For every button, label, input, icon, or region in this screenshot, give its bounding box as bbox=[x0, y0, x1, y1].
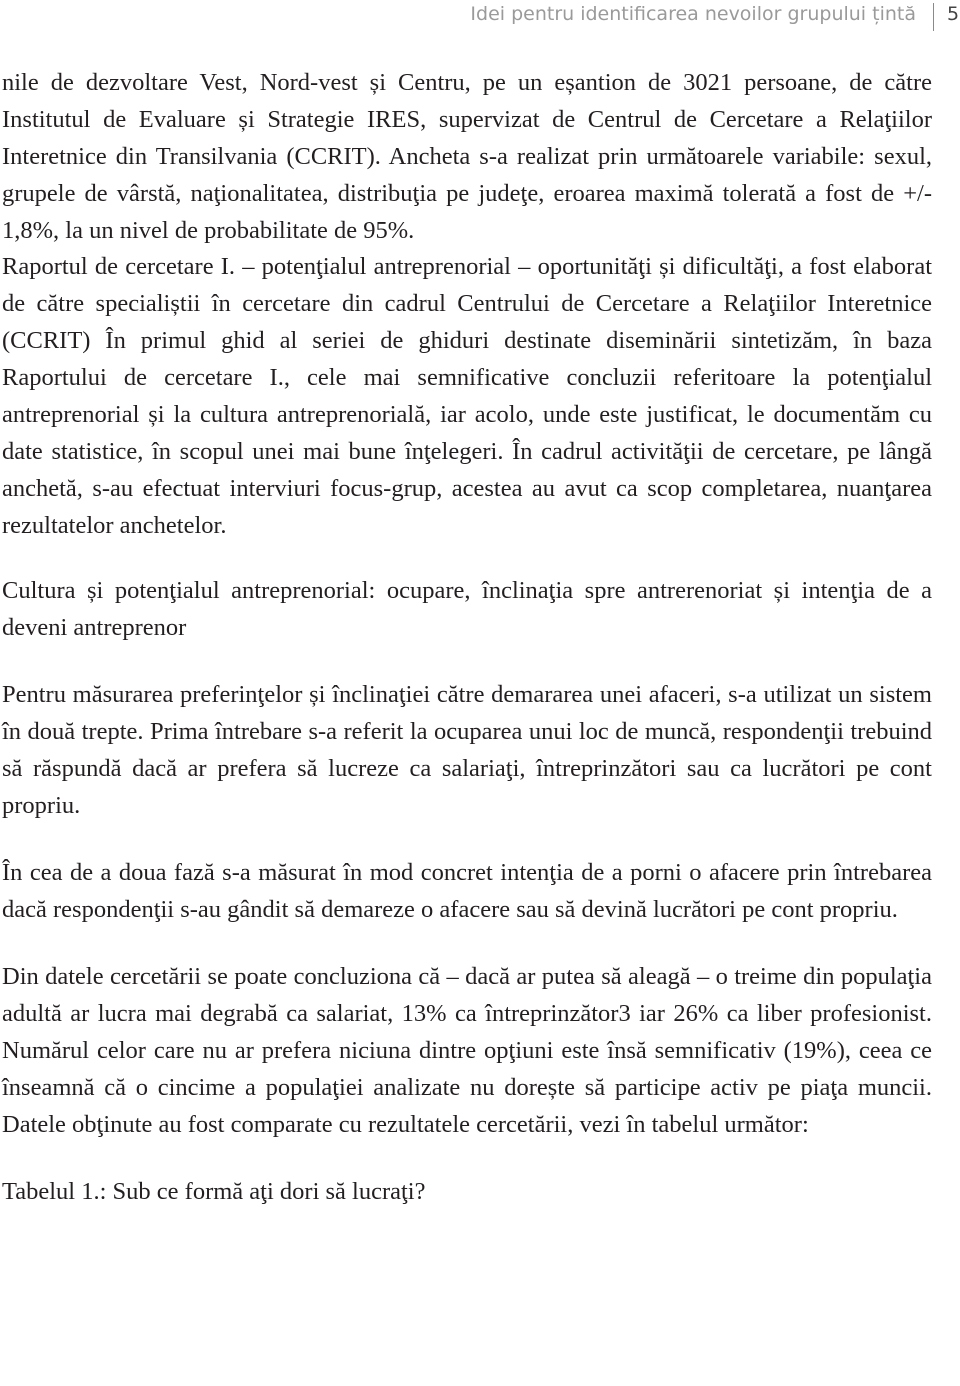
table-caption: Tabelul 1.: Sub ce formă aţi dori să lucraţi? bbox=[2, 1178, 426, 1205]
paragraph-measurement-system: Pentru măsurarea preferinţelor și înclinaţiei către demararea unei afaceri, s-a utilizat un sistem în două trepte. Prima întrebare s-a referit la ocuparea unui loc de muncă, respondenţii trebuind să răspundă dacă ar prefera să lucreze ca salariaţi, întreprinzători sau ca lucrători pe cont propriu. bbox=[2, 681, 932, 819]
running-header bbox=[0, 3, 960, 29]
section-heading-entrepreneurial-culture: Cultura și potenţialul antreprenorial: ocupare, înclinaţia spre antrerenoriat și intenţia de a deveni antreprenor bbox=[2, 577, 932, 641]
body-text bbox=[2, 64, 932, 1210]
header-divider bbox=[933, 3, 934, 31]
running-header-title: Idei pentru identificarea nevoilor grupului țintă bbox=[470, 3, 916, 25]
page-number: 5 bbox=[947, 3, 960, 25]
paragraph-second-phase: În cea de a doua fază s-a măsurat în mod concret intenţia de a porni o afacere prin întrebarea dacă respondenţii s-au gândit să demareze o afacere sau să devină lucrători pe cont propriu. bbox=[2, 859, 932, 923]
paragraph-conclusions: Din datele cercetării se poate concluziona că – dacă ar putea să aleagă – o treime din populaţia adultă ar lucra mai degrabă ca salariat, 13% ca întreprinzător3 iar 26% ca liber profesionist. Numărul celor care nu ar prefera niciuna dintre opţiuni este însă semnificativ (19%), ceea ce înseamnă că o cincime a populaţiei analizate nu dorește să participe activ pe piaţa muncii. Datele obţinute au fost comparate cu rezultatele cercetării, vezi în tabelul următor: bbox=[2, 963, 932, 1138]
paragraph-survey-method: nile de dezvoltare Vest, Nord-vest și Centru, pe un eșantion de 3021 persoane, de către Institutul de Evaluare și Strategie IRES, supervizat de Centrul de Cercetare a Relaţiilor Interetnice din Transilvania (CCRIT). Ancheta s-a realizat prin următoarele variabile: sexul, grupele de vârstă, naţionalitatea, distribuţia pe judeţe, eroarea maximă tolerată a fost de +/- 1,8%, la un nivel de probabilitate de 95%. bbox=[2, 69, 932, 244]
paragraph-research-report: Raportul de cercetare I. – potenţialul antreprenorial – oportunităţi și dificultăţi, a fost elaborat de către specialiștii în cercetare din cadrul Centrului de Cercetare a Relaţiilor Interetnice (CCRIT) În primul ghid al seriei de ghiduri destinate diseminării sintetizăm, în baza Raportului de cercetare I., cele mai semnificative concluzii referitoare la potenţialul antreprenorial și la cultura antreprenorială, iar acolo, unde este justificat, le documentăm cu date statistice, în scopul unei mai bune înţelegeri. În cadrul activităţii de cercetare, pe lângă anchetă, s-au efectuat interviuri focus-grup, acestea au avut ca scop completarea, nuanţarea rezultatelor anchetelor. bbox=[2, 253, 932, 539]
